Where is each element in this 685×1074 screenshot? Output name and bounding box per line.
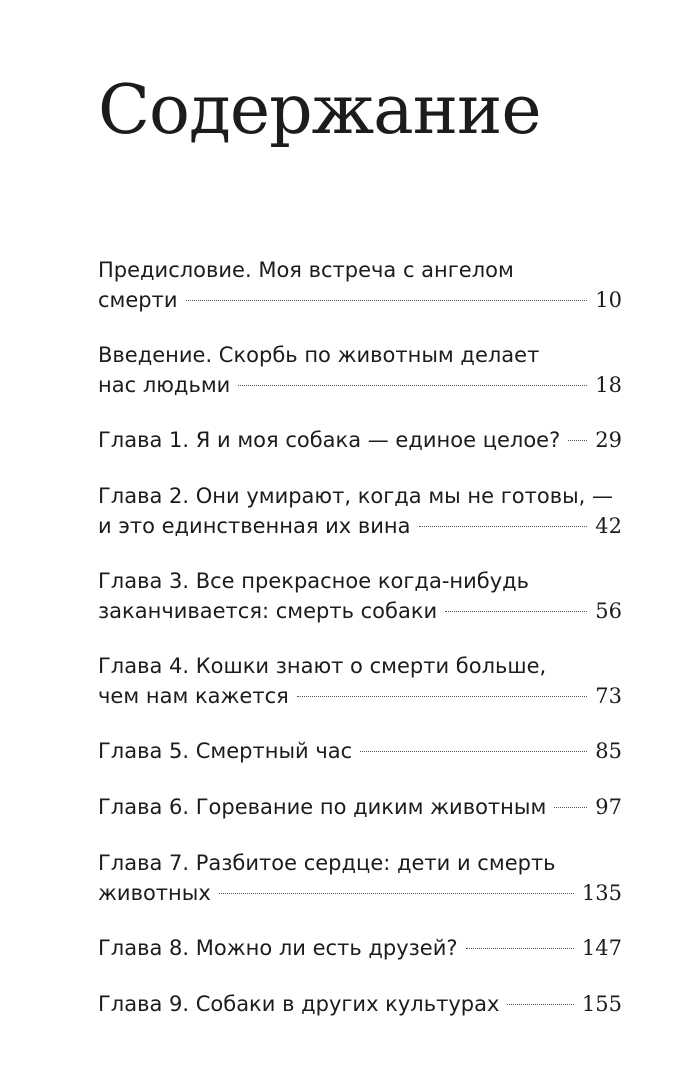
dot-leader [466, 948, 574, 949]
toc-entry-row [98, 736, 622, 766]
toc-entry-title: Глава 9. Собаки в других культурах [98, 992, 500, 1016]
toc-page-number: 29 [595, 428, 622, 452]
toc-page-number: 97 [595, 795, 622, 819]
toc-page-number: 10 [595, 288, 622, 312]
toc-entry-title: Глава 8. Можно ли есть друзей? [98, 936, 458, 960]
toc-entry-title: животных [98, 881, 211, 905]
toc-entry[interactable] [98, 651, 622, 711]
toc-entry-title-line: Предисловие. Моя встреча с ангелом [98, 258, 514, 282]
toc-page-number: 85 [595, 739, 622, 763]
toc-entry-row [98, 511, 622, 541]
toc-entry-row [98, 425, 622, 455]
dot-leader [360, 751, 587, 752]
toc-entry-title-line: Глава 2. Они умирают, когда мы не готовы, — [98, 484, 614, 508]
toc-page-number: 18 [595, 373, 622, 397]
toc-entry-row [98, 792, 622, 822]
toc-entry[interactable] [98, 736, 622, 766]
dot-leader [507, 1004, 574, 1005]
toc-entry-title: чем нам кажется [98, 684, 289, 708]
toc-entry[interactable] [98, 255, 622, 315]
toc-entry-title: нас людьми [98, 373, 231, 397]
toc-entry-title: Глава 1. Я и моя собака — единое целое? [98, 428, 561, 452]
dot-leader [445, 611, 587, 612]
toc-page-number: 155 [581, 992, 622, 1016]
toc-entry-row [98, 285, 622, 315]
toc-entry[interactable] [98, 848, 622, 908]
dot-leader [219, 893, 574, 894]
dot-leader [419, 526, 588, 527]
toc-entry-row [98, 370, 622, 400]
toc-page-number: 42 [595, 514, 622, 538]
toc-entry-title: Глава 5. Смертный час [98, 739, 353, 763]
toc-entry-title: Глава 6. Горевание по диким животным [98, 795, 547, 819]
dot-leader [568, 440, 587, 441]
toc-page-number: 56 [595, 599, 622, 623]
dot-leader [554, 807, 587, 808]
toc-entry-title-line: Глава 4. Кошки знают о смерти больше, [98, 654, 547, 678]
dot-leader [238, 385, 587, 386]
toc-entry-title: смерти [98, 288, 178, 312]
toc-entry[interactable] [98, 792, 622, 822]
toc-entry[interactable] [98, 933, 622, 963]
toc-entry[interactable] [98, 481, 622, 541]
toc-entry-row [98, 681, 622, 711]
toc-entry-row [98, 933, 622, 963]
toc-entry-title: и это единственная их вина [98, 514, 411, 538]
toc-page-number: 147 [581, 936, 622, 960]
toc-entry[interactable] [98, 425, 622, 455]
page-title: Содержание [98, 71, 541, 150]
toc-page-number: 135 [581, 881, 622, 905]
toc-entry-title-line: Глава 7. Разбитое сердце: дети и смерть [98, 851, 556, 875]
toc-entry-title-line: Глава 3. Все прекрасное когда-нибудь [98, 569, 530, 593]
toc-entry-row [98, 989, 622, 1019]
toc-entry-title: заканчивается: смерть собаки [98, 599, 438, 623]
toc-entry-row [98, 596, 622, 626]
toc-entry-title-line: Введение. Скорбь по животным делает [98, 343, 540, 367]
toc-entry[interactable] [98, 340, 622, 400]
toc-page-number: 73 [595, 684, 622, 708]
dot-leader [186, 300, 588, 301]
toc-entry-row [98, 878, 622, 908]
toc-entry[interactable] [98, 566, 622, 626]
toc-entry[interactable] [98, 989, 622, 1019]
dot-leader [297, 696, 588, 697]
